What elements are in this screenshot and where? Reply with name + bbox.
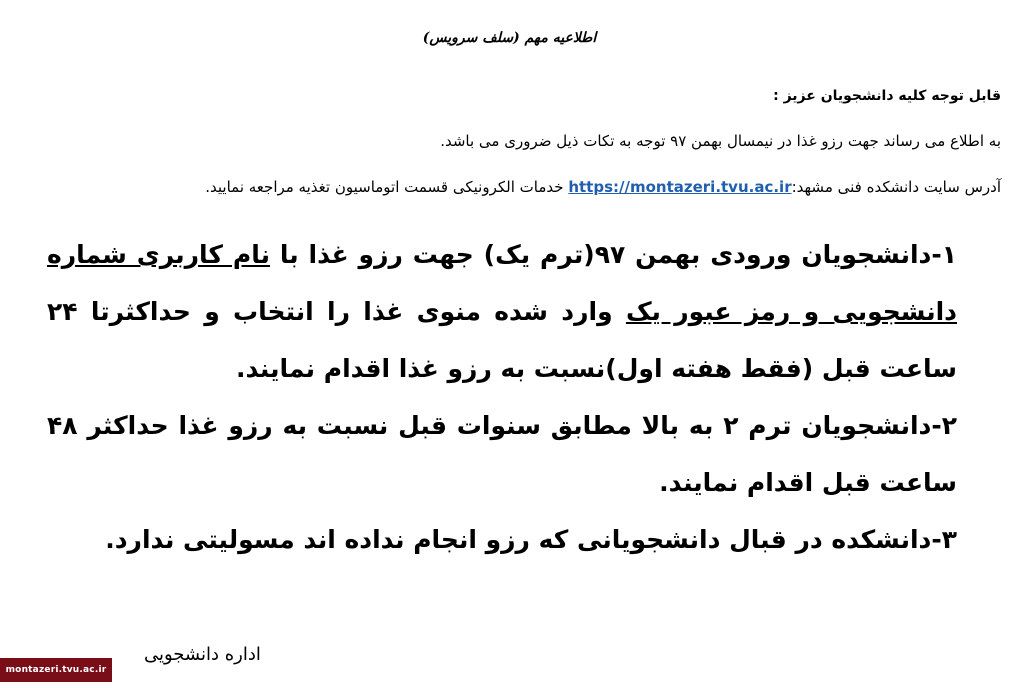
site-suffix: خدمات الکرونیکی قسمت اتوماسیون تغذیه مراجعه نمایید. [205, 178, 564, 196]
notice-item-1-part-1: ۱-دانشجویان ورودی بهمن ۹۷(ترم یک) جهت رزو غذا با [269, 240, 957, 269]
notice-item-1-part-2: وارد شده منوی غذا را انتخاب و حداکثرتا ۲۴ ساعت قبل (فقط هفته اول)نسبت به رزو غذا اقدام نمایند. [47, 297, 957, 383]
site-watermark: montazeri.tvu.ac.ir [0, 658, 112, 682]
notice-items [47, 226, 957, 568]
site-link[interactable]: https://montazeri.tvu.ac.ir [568, 178, 792, 196]
site-prefix: آدرس سایت دانشکده فنی مشهد: [791, 178, 1001, 196]
signature-text: اداره دانشجویی [144, 644, 261, 665]
notice-item-1 [47, 226, 957, 397]
page-title: اطلاعیه مهم (سلف سرویس) [422, 30, 597, 46]
intro-text: به اطلاع می رساند جهت رزو غذا در نیمسال بهمن ۹۷ توجه به تکات ذیل ضروری می باشد. [440, 132, 1001, 150]
notice-item-1-underlined: نام کاربری شماره دانشجویی و رمز عبور یک [47, 240, 958, 326]
site-address-line [205, 178, 1001, 196]
greeting-text: قابل توجه کلیه دانشجویان عزیز : [773, 88, 1001, 104]
notice-item-3: ۳-دانشکده در قبال دانشجویانی که رزو انجام نداده اند مسولیتی ندارد. [105, 525, 957, 554]
notice-item-2: ۲-دانشجویان ترم ۲ به بالا مطابق سنوات قبل نسبت به رزو غذا حداکثر ۴۸ ساعت قبل اقدام نمایند. [47, 411, 957, 497]
